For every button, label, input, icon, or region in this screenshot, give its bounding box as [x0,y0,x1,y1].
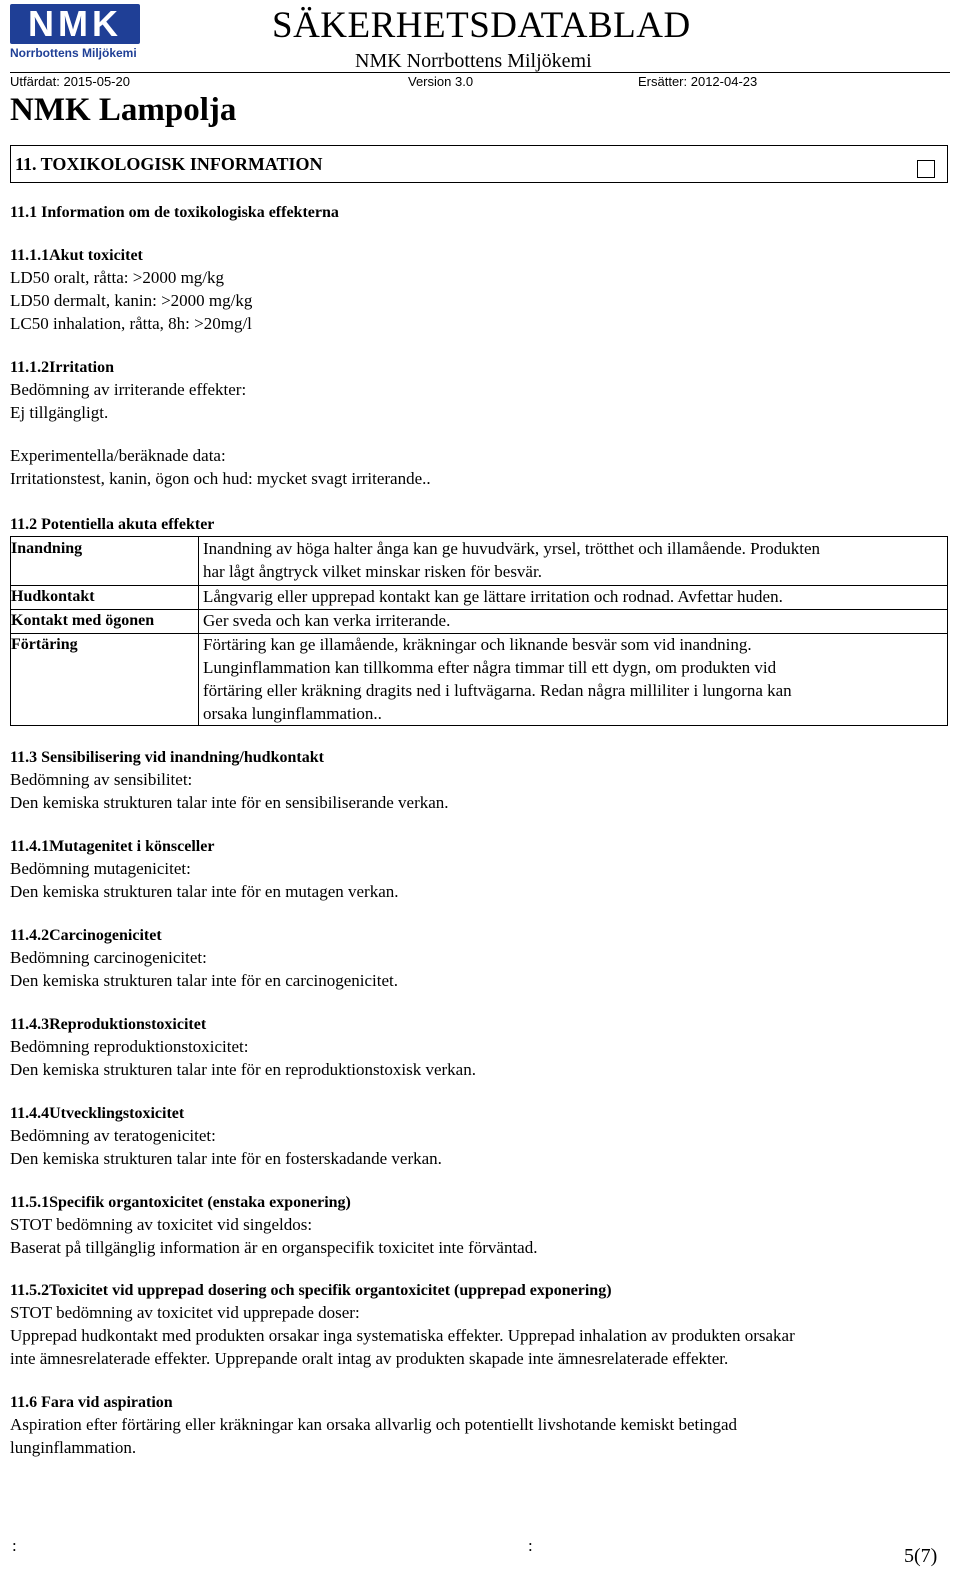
heading-carcinogenicity: 11.4.2Carcinogenicitet [10,927,162,944]
irritation-line: Ej tillgängligt. [10,403,109,422]
carcinogenicity-line: Den kemiska strukturen talar inte för en carcinogenicitet. [10,971,399,990]
table-column-divider [198,537,199,725]
table-cell: har lågt ångtryck vilket minskar risken för besvär. [203,562,542,581]
carcinogenicity-line: Bedömning carcinogenicitet: [10,948,207,967]
developmental-line: Den kemiska strukturen talar inte för en fosterskadande verkan. [10,1149,442,1168]
table-cell: Lunginflammation kan tillkomma efter några timmar till ett dygn, om produkten vid [203,658,777,677]
table-cell: förtäring eller kräkning dragits ned i luftvägarna. Redan några milliliter i lungorna kan [203,681,792,700]
table-row-label: Kontakt med ögonen [11,612,155,629]
replaces-date: Ersätter: 2012-04-23 [638,74,758,89]
heading-aspiration: 11.6 Fara vid aspiration [10,1394,173,1411]
aspiration-line: Aspiration efter förtäring eller kräkningar kan orsaka allvarlig och potentiellt livshotande kemiskt betingad [10,1415,737,1434]
developmental-line: Bedömning av teratogenicitet: [10,1126,216,1145]
table-row-label: Inandning [11,540,83,557]
irritation-line: Irritationstest, kanin, ögon och hud: mycket svagt irriterande.. [10,469,431,488]
logo-mark: NMK [10,4,140,44]
reproductive-line: Den kemiska strukturen talar inte för en reproduktionstoxisk verkan. [10,1060,476,1079]
reproductive-line: Bedömning reproduktionstoxicitet: [10,1037,249,1056]
mutagenicity-line: Bedömning mutagenicitet: [10,859,191,878]
issued-date: Utfärdat: 2015-05-20 [10,74,130,89]
mutagenicity-line: Den kemiska strukturen talar inte för en mutagen verkan. [10,882,399,901]
section-header [10,145,948,183]
table-cell: Långvarig eller upprepad kontakt kan ge lättare irritation och rodnad. Avfettar huden. [203,587,783,606]
page-header [10,4,950,72]
effects-table [10,536,948,726]
acute-line: LC50 inhalation, råtta, 8h: >20mg/l [10,314,252,333]
header-divider [10,72,950,73]
heading-acute-toxicity: 11.1.1Akut toxicitet [10,247,143,264]
document-title: SÄKERHETSDATABLAD [272,5,691,46]
stot-single-line: Baserat på tillgänglig information är en organspecifik toxicitet inte förväntad. [10,1238,538,1257]
heading-mutagenicity: 11.4.1Mutagenitet i könsceller [10,838,215,855]
sensitization-line: Den kemiska strukturen talar inte för en sensibiliserande verkan. [10,793,449,812]
table-cell: Ger sveda och kan verka irriterande. [203,611,451,630]
footer-mark-middle: : [528,1536,533,1555]
heading-developmental-toxicity: 11.4.4Utvecklingstoxicitet [10,1105,185,1122]
table-cell: Inandning av höga halter ånga kan ge huvudvärk, yrsel, trötthet och illamående. Produkten [203,539,821,558]
heading-irritation: 11.1.2Irritation [10,359,114,376]
table-cell: orsaka lunginflammation.. [203,704,382,723]
product-name: NMK Lampolja [10,92,237,128]
stot-single-line: STOT bedömning av toxicitet vid singeldos: [10,1215,313,1234]
checkbox-icon [917,160,935,178]
acute-line: LD50 dermalt, kanin: >2000 mg/kg [10,291,253,310]
table-row-label: Hudkontakt [11,588,95,605]
heading-11-1: 11.1 Information om de toxikologiska effekterna [10,204,339,221]
stot-repeated-line: inte ämnesrelaterade effekter. Upprepande oralt intag av produkten skapade inte ämnesrelaterade effekter. [10,1349,729,1368]
page-number: 5(7) [904,1545,938,1567]
footer-mark-left: : [12,1536,17,1555]
sensitization-line: Bedömning av sensibilitet: [10,770,193,789]
irritation-line: Experimentella/beräknade data: [10,446,226,465]
heading-stot-single: 11.5.1Specifik organtoxicitet (enstaka exponering) [10,1194,351,1211]
logo-text: Norrbottens Miljökemi [10,46,137,60]
acute-line: LD50 oralt, råtta: >2000 mg/kg [10,268,225,287]
heading-stot-repeated: 11.5.2Toxicitet vid upprepad dosering och specifik organtoxicitet (upprepad exponering) [10,1282,612,1299]
stot-repeated-line: STOT bedömning av toxicitet vid upprepade doser: [10,1303,360,1322]
stot-repeated-line: Upprepad hudkontakt med produkten orsakar inga systematiska effekter. Upprepad inhalation av produkten orsakar [10,1326,795,1345]
heading-reproductive-toxicity: 11.4.3Reproduktionstoxicitet [10,1016,207,1033]
document-company: NMK Norrbottens Miljökemi [355,50,592,72]
version-label: Version 3.0 [408,74,474,89]
table-cell: Förtäring kan ge illamående, kräkningar och liknande besvär som vid inandning. [203,635,752,654]
company-logo [10,4,150,66]
aspiration-line: lunginflammation. [10,1438,137,1457]
table-row-label: Förtäring [11,636,78,653]
irritation-line: Bedömning av irriterande effekter: [10,380,247,399]
heading-sensitization: 11.3 Sensibilisering vid inandning/hudkontakt [10,749,324,766]
heading-potential-effects: 11.2 Potentiella akuta effekter [10,516,215,533]
section-title: 11. TOXIKOLOGISK INFORMATION [15,154,323,174]
